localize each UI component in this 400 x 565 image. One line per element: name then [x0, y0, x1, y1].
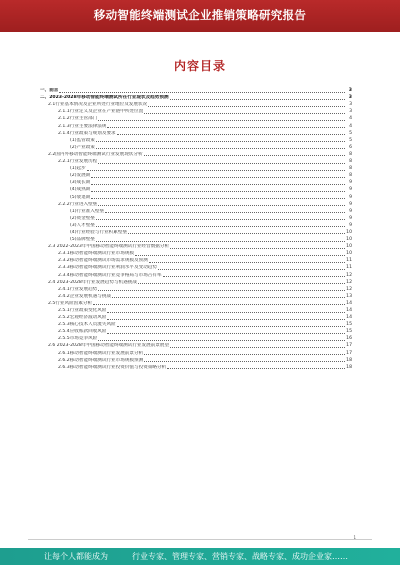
toc-entry-label: 2.3.2移动智能终端测试市场需求规模及预测: [58, 258, 148, 264]
toc-entry-page: 9: [349, 194, 352, 200]
toc-leader-dots: [87, 170, 345, 171]
toc-entry-label: (1)监管政策: [70, 137, 95, 143]
toc-entry-page: 3: [348, 95, 352, 101]
toc-entry-page: 9: [349, 187, 352, 193]
toc-entry-page: 15: [346, 322, 352, 328]
report-title: 移动智能终端测试企业推销策略研究报告: [93, 8, 307, 22]
toc-entry[interactable]: [40, 328, 352, 335]
toc-leader-dots: [98, 290, 345, 291]
toc-entry-page: 4: [349, 123, 352, 129]
toc-entry-label: 2.2国内外移动智能终端测试行业发展现状分析: [48, 151, 143, 157]
toc-entry-label: (2)资金壁垒: [70, 215, 95, 221]
toc-leader-dots: [135, 255, 345, 256]
toc-leader-dots: [144, 113, 345, 114]
toc-leader-dots: [117, 326, 345, 327]
toc-entry-label: (5)品牌壁垒: [70, 237, 95, 243]
toc-entry-page: 6: [349, 144, 352, 150]
toc-entry-label: 2.1行业基本情况及企业所处行业地位及发展状况: [48, 102, 148, 108]
toc-leader-dots: [148, 106, 345, 107]
toc-entry-label: (3)人才壁垒: [70, 222, 95, 228]
toc-entry-page: 14: [346, 300, 352, 306]
toc-entry[interactable]: [40, 193, 352, 200]
table-of-contents: [40, 87, 352, 371]
toc-leader-dots: [144, 155, 345, 156]
toc-entry-page: 3: [349, 109, 352, 115]
toc-entry-page: 9: [349, 180, 352, 186]
toc-entry-label: (5)衰退期: [70, 194, 91, 200]
toc-entry-page: 9: [349, 222, 352, 228]
toc-entry-page: 17: [346, 350, 352, 356]
toc-leader-dots: [107, 319, 345, 320]
toc-entry[interactable]: [40, 101, 352, 108]
toc-leader-dots: [167, 368, 345, 369]
toc-leader-dots: [59, 92, 345, 93]
toc-entry-page: 12: [346, 279, 352, 285]
toc-entry[interactable]: [40, 122, 352, 129]
footer-divider: [28, 539, 372, 540]
toc-leader-dots: [91, 198, 345, 199]
toc-entry-page: 10: [346, 251, 352, 257]
toc-entry[interactable]: [40, 364, 352, 371]
toc-entry-label: (3)成长期: [70, 180, 91, 186]
toc-entry[interactable]: [40, 300, 352, 307]
toc-entry-page: 8: [349, 151, 352, 157]
toc-entry-label: 2.1.2行业主管部门: [58, 116, 98, 122]
toc-entry[interactable]: [40, 335, 352, 342]
toc-entry-label: 一、前言: [40, 88, 59, 94]
toc-entry-label: 2.5.4应收账款回收风险: [58, 329, 107, 335]
toc-entry[interactable]: [40, 357, 352, 364]
toc-leader-dots: [96, 148, 345, 149]
toc-entry[interactable]: [40, 314, 352, 321]
toc-leader-dots: [98, 163, 345, 164]
toc-leader-dots: [96, 241, 345, 242]
footer-slogan-left: 让每个人都能成为: [44, 552, 108, 561]
toc-entry[interactable]: [40, 215, 352, 222]
toc-entry-page: 12: [346, 286, 352, 292]
toc-entry[interactable]: [40, 229, 352, 236]
toc-entry[interactable]: [40, 293, 352, 300]
toc-entry-label: 2.3 2022-2023年中国移动智能终端测试行业经营数据分析: [48, 244, 170, 250]
toc-entry-page: 8: [349, 159, 352, 165]
toc-entry[interactable]: [40, 201, 352, 208]
page-number: 1: [353, 535, 356, 540]
toc-entry-label: 2.6.1移动智能终端测试行业发展前景分析: [58, 350, 144, 356]
toc-entry-label: 2.6 2023-2028年中国移动智能终端测试行业发展前景展望: [48, 343, 170, 349]
toc-entry-page: 15: [346, 329, 352, 335]
toc-leader-dots: [96, 219, 345, 220]
toc-entry-page: 16: [346, 336, 352, 342]
toc-entry-label: 2.6.2移动智能终端测试行业市场规模预测: [58, 357, 144, 363]
toc-leader-dots: [117, 134, 345, 135]
toc-entry[interactable]: [40, 279, 352, 286]
toc-entry-page: 9: [349, 208, 352, 214]
toc-entry-page: 14: [346, 315, 352, 321]
toc-entry[interactable]: [40, 165, 352, 172]
toc-entry[interactable]: [40, 271, 352, 278]
toc-leader-dots: [144, 354, 345, 355]
toc-entry-page: 5: [349, 137, 352, 143]
toc-entry-label: 2.3.3移动智能终端测试行业利润水平及变动趋势: [58, 265, 157, 271]
toc-heading: 内容目录: [173, 59, 226, 73]
toc-entry-page: 9: [349, 201, 352, 207]
toc-entry-label: 2.5行业风险因素分析: [48, 300, 93, 306]
toc-entry[interactable]: [40, 236, 352, 243]
toc-entry-page: 3: [348, 88, 352, 94]
toc-entry-page: 4: [349, 116, 352, 122]
toc-leader-dots: [91, 177, 345, 178]
toc-entry-page: 11: [346, 265, 352, 271]
toc-entry-label: (4)行业经验与行业积累壁垒: [70, 229, 128, 235]
toc-entry-label: 2.2.2行业进入壁垒: [58, 201, 98, 207]
toc-entry[interactable]: [40, 321, 352, 328]
toc-entry[interactable]: [40, 172, 352, 179]
toc-entry-page: 11: [346, 258, 352, 264]
toc-entry-label: 2.4.1行业发展趋势: [58, 286, 98, 292]
toc-entry[interactable]: [40, 144, 352, 151]
toc-leader-dots: [138, 283, 345, 284]
toc-entry[interactable]: [40, 151, 352, 158]
toc-entry-label: (2)产业政策: [70, 144, 95, 150]
report-header-banner: [0, 0, 400, 32]
toc-entry-label: (4)成熟期: [70, 187, 91, 193]
toc-entry-label: 2.4 2023-2028年行业发展趋势与机遇挑战: [48, 279, 137, 285]
toc-entry[interactable]: [40, 108, 352, 115]
toc-leader-dots: [170, 248, 345, 249]
toc-entry-label: 2.4.2企业发展机遇与挑战: [58, 293, 112, 299]
toc-leader-dots: [98, 205, 345, 206]
toc-entry[interactable]: [40, 158, 352, 165]
toc-leader-dots: [98, 120, 345, 121]
toc-entry-label: (1)行业准入壁垒: [70, 208, 105, 214]
toc-entry[interactable]: [40, 257, 352, 264]
toc-leader-dots: [149, 262, 345, 263]
toc-leader-dots: [91, 184, 345, 185]
toc-entry-page: 12: [346, 272, 352, 278]
toc-entry-page: 10: [346, 229, 352, 235]
toc-entry-page: 9: [349, 215, 352, 221]
toc-leader-dots: [170, 99, 345, 100]
toc-entry-page: 5: [349, 130, 352, 136]
toc-entry-label: (1)起步: [70, 166, 86, 172]
toc-entry-page: 8: [349, 166, 352, 172]
toc-leader-dots: [96, 141, 345, 142]
toc-entry[interactable]: [40, 179, 352, 186]
toc-entry-label: 2.5.2宏观经济波动风险: [58, 315, 107, 321]
toc-entry-label: 2.5.1行业政策变化风险: [58, 308, 107, 313]
toc-leader-dots: [158, 269, 345, 270]
toc-leader-dots: [93, 304, 345, 305]
footer-banner: [0, 548, 400, 565]
toc-leader-dots: [107, 312, 345, 313]
toc-entry-page: 18: [346, 357, 352, 363]
toc-entry-label: 2.2.1行业发展历程: [58, 159, 98, 165]
toc-entry-label: (2)发展期: [70, 173, 91, 179]
toc-entry-label: 2.1.3行业主要法律法规: [58, 123, 107, 129]
toc-entry-page: 18: [346, 364, 352, 370]
toc-entry[interactable]: [40, 286, 352, 293]
toc-leader-dots: [163, 276, 345, 277]
toc-leader-dots: [107, 127, 345, 128]
toc-leader-dots: [170, 347, 345, 348]
footer-slogan-right: 行业专家、管理专家、营销专家、战略专家、成功企业家……: [132, 552, 348, 561]
toc-entry[interactable]: [40, 186, 352, 193]
toc-entry[interactable]: [40, 94, 352, 101]
toc-entry[interactable]: [40, 243, 352, 250]
toc-entry[interactable]: [40, 222, 352, 229]
toc-leader-dots: [128, 233, 345, 234]
toc-entry[interactable]: [40, 87, 352, 94]
toc-entry[interactable]: [40, 137, 352, 144]
toc-leader-dots: [112, 297, 345, 298]
toc-entry-label: 2.5.3核心技术人员流失风险: [58, 322, 116, 328]
toc-leader-dots: [107, 333, 345, 334]
toc-entry-label: 2.3.1移动智能终端测试行业市场规模: [58, 251, 135, 257]
toc-entry-label: 2.1.1行业定义及企业在产业链中所处位置: [58, 109, 144, 115]
toc-leader-dots: [98, 340, 345, 341]
toc-entry[interactable]: [40, 307, 352, 314]
toc-entry-label: 2.6.3移动智能终端测试行业投资价值与投资策略分析: [58, 364, 167, 370]
toc-entry-label: 2.5.5市场竞争风险: [58, 336, 98, 342]
toc-entry[interactable]: [40, 342, 352, 349]
toc-entry-label: 二、2023-2028年移动智能终端测试所在行业现状及趋势预测: [40, 95, 169, 101]
toc-entry-page: 8: [349, 173, 352, 179]
toc-entry-page: 17: [346, 343, 352, 349]
toc-entry-page: 14: [346, 308, 352, 313]
toc-entry[interactable]: [40, 130, 352, 137]
toc-entry[interactable]: [40, 264, 352, 271]
toc-entry-label: 2.1.4行业政策与规划及要求: [58, 130, 116, 136]
toc-entry[interactable]: [40, 208, 352, 215]
toc-entry-page: 13: [346, 293, 352, 299]
toc-leader-dots: [144, 361, 345, 362]
toc-entry[interactable]: [40, 115, 352, 122]
toc-entry-page: 3: [349, 102, 352, 108]
toc-entry-label: 2.3.4移动智能终端测试行业竞争格局与市场占有率: [58, 272, 162, 278]
toc-entry-page: 10: [346, 244, 352, 250]
toc-entry[interactable]: [40, 349, 352, 356]
toc-entry[interactable]: [40, 250, 352, 257]
toc-entry-page: 10: [346, 237, 352, 243]
toc-leader-dots: [105, 212, 345, 213]
toc-leader-dots: [91, 191, 345, 192]
toc-leader-dots: [96, 226, 345, 227]
